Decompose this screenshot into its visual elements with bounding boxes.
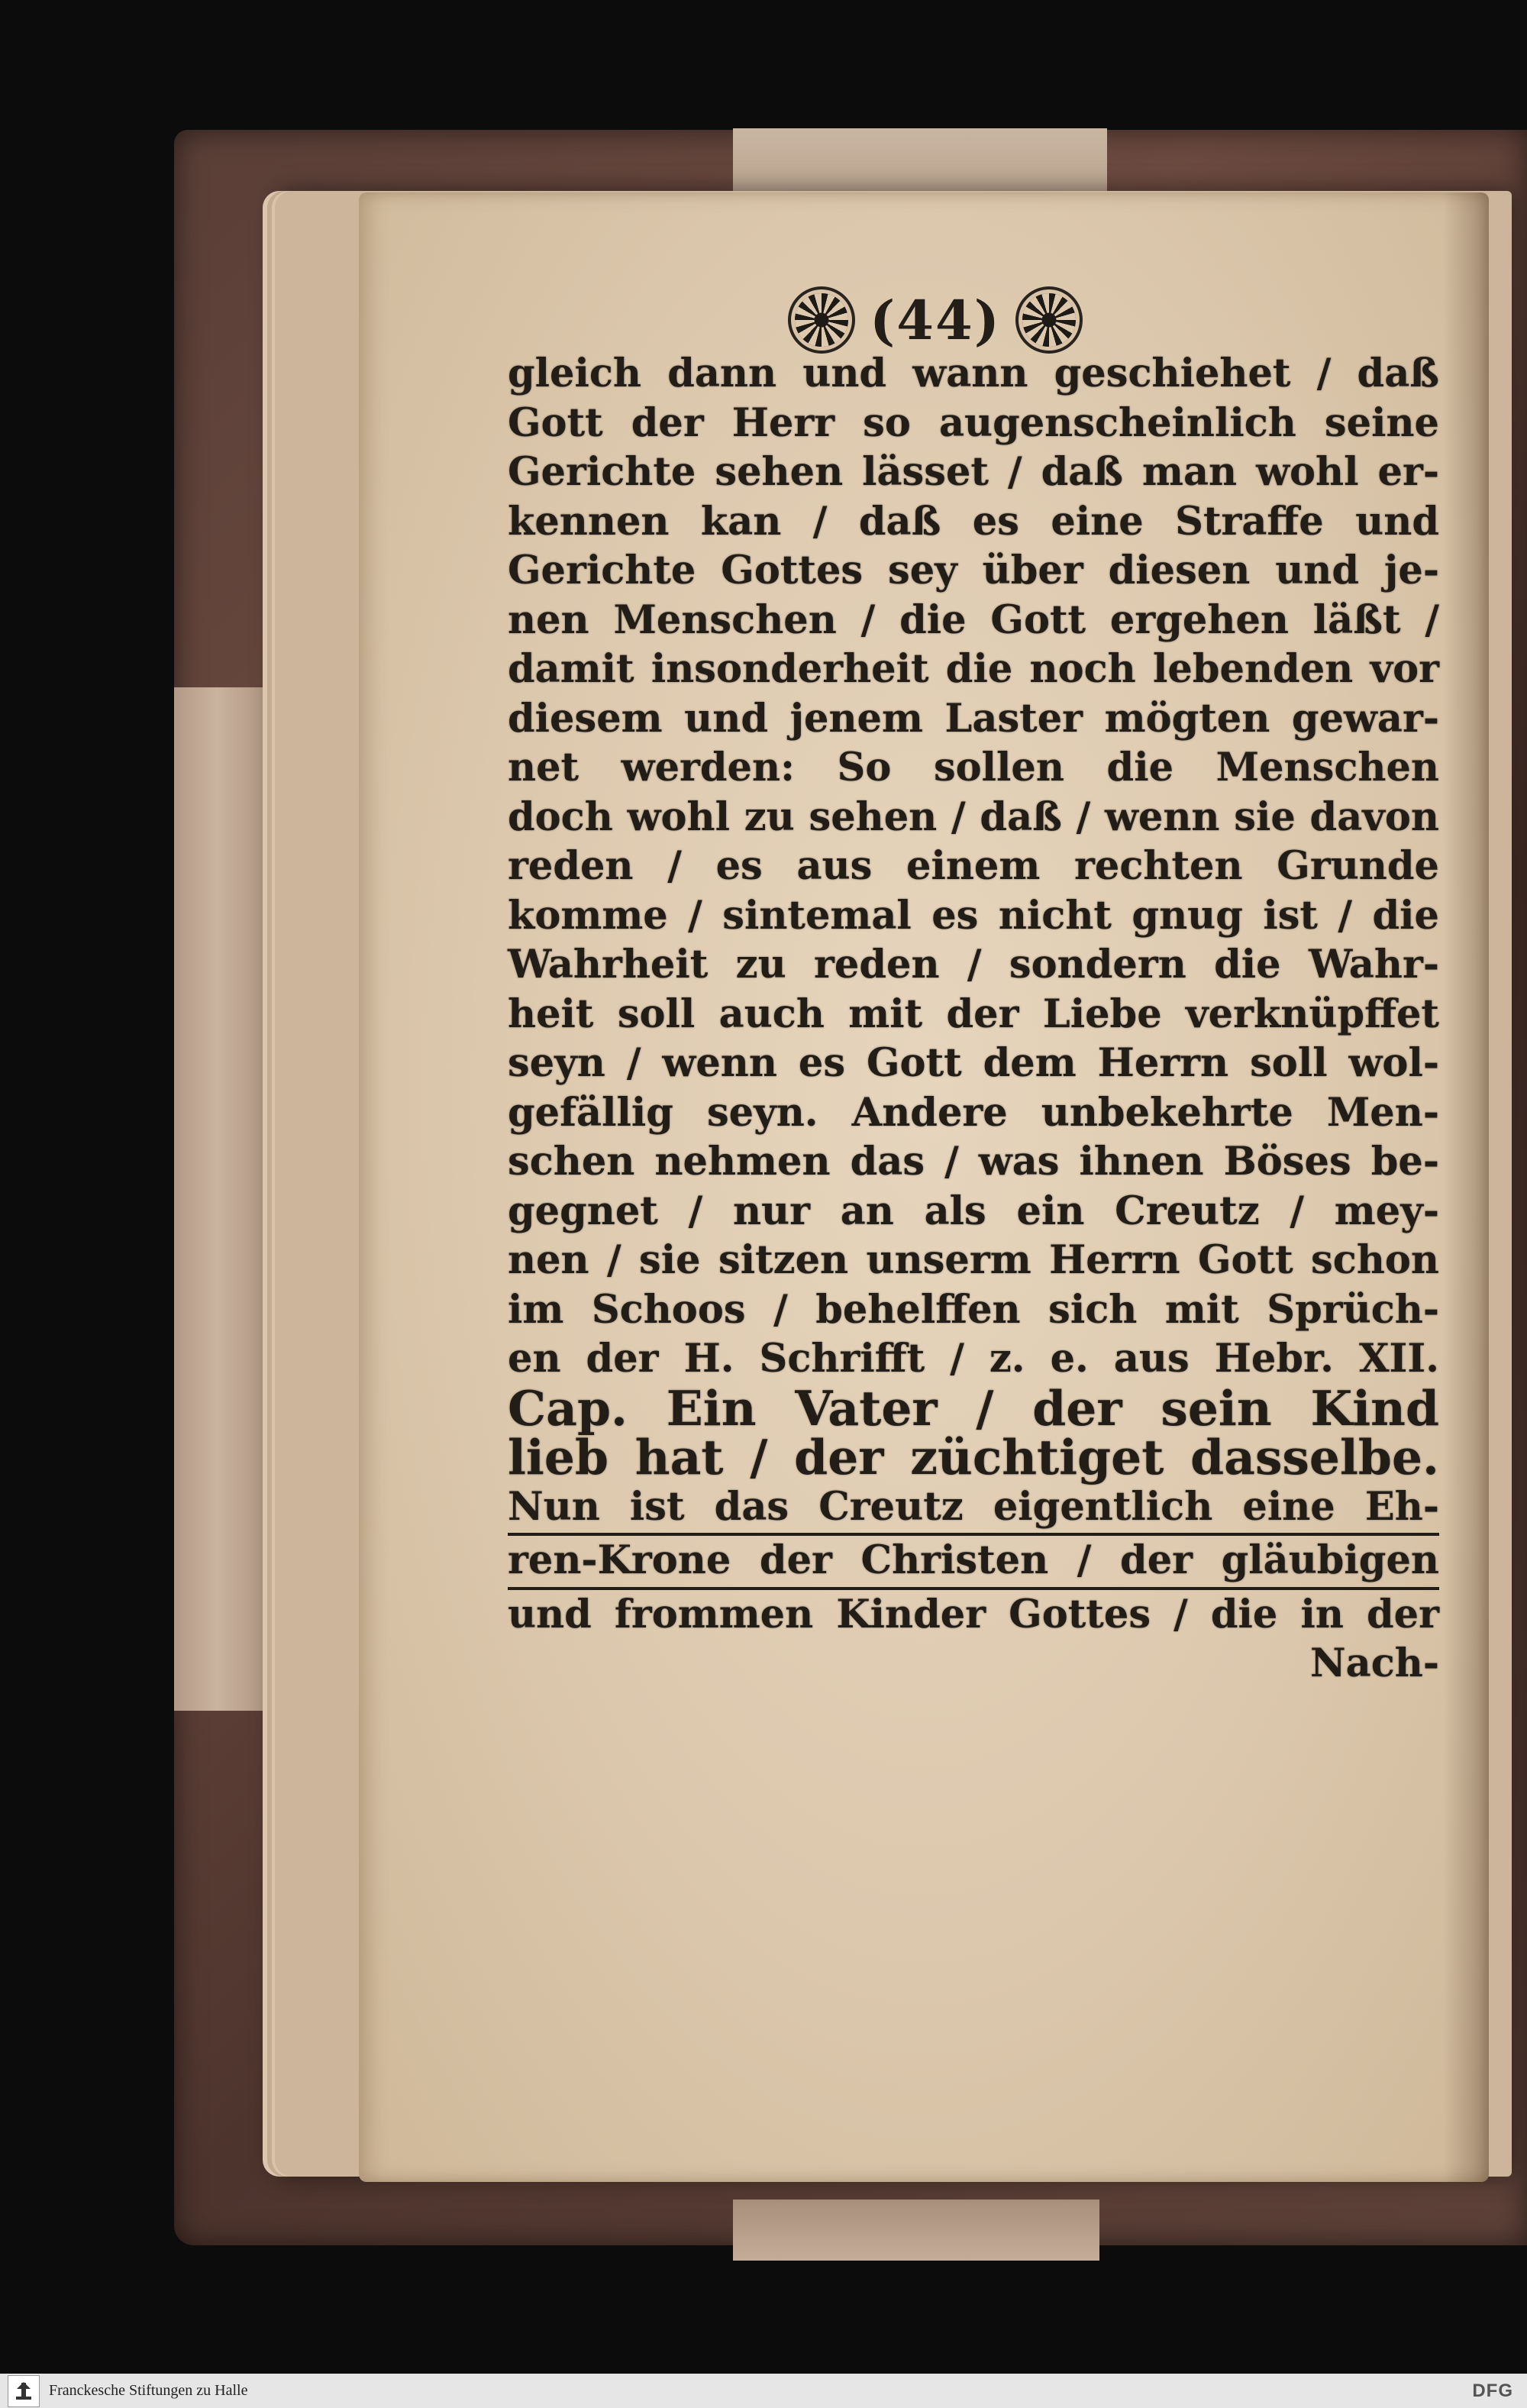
text-line: gefällig seyn. Andere unbekehrte Men- bbox=[508, 1089, 1439, 1136]
institution-logo-icon bbox=[8, 2375, 40, 2407]
page-number: (44) bbox=[870, 288, 1001, 352]
text-line: damit insonderheit die noch lebenden vor bbox=[508, 646, 1439, 692]
text-line: komme / sintemal es nicht gnug ist / die bbox=[508, 892, 1439, 939]
text-line: Cap. Ein Vater / der sein Kind bbox=[508, 1379, 1439, 1437]
page-header bbox=[756, 286, 1115, 354]
text-line: Gott der Herr so augenscheinlich seine bbox=[508, 399, 1439, 446]
text-line: Nach- bbox=[1310, 1640, 1439, 1686]
text-line: gleich dann und wann geschiehet / daß bbox=[508, 351, 1439, 396]
text-line: Wahrheit zu reden / sondern die Wahr- bbox=[508, 942, 1439, 987]
text-line: diesem und jenem Laster mögten gewar- bbox=[508, 695, 1439, 742]
text-line: doch wohl zu sehen / daß / wenn sie davon bbox=[508, 794, 1439, 840]
text-line: seyn / wenn es Gott dem Herrn soll wol- bbox=[508, 1040, 1439, 1086]
text-line: Gerichte sehen lässet / daß man wohl er- bbox=[508, 449, 1439, 495]
text-line: und frommen Kinder Gottes / die in der bbox=[508, 1591, 1439, 1637]
rosette-ornament-icon bbox=[795, 293, 848, 347]
viewer-footer bbox=[0, 2374, 1527, 2408]
institution-name: Franckesche Stiftungen zu Halle bbox=[49, 2382, 248, 2399]
text-line: heit soll auch mit der Liebe verknüpffet bbox=[508, 991, 1439, 1037]
cover-tape-left bbox=[174, 687, 281, 1711]
text-line: nen / sie sitzen unserm Herrn Gott schon bbox=[508, 1237, 1439, 1283]
text-line: net werden: So sollen die Menschen bbox=[508, 745, 1439, 790]
text-line: lieb hat / der züchtiget dasselbe. bbox=[508, 1429, 1439, 1485]
text-line: en der H. Schrifft / z. e. aus Hebr. XII. bbox=[508, 1336, 1439, 1382]
page-gutter bbox=[1443, 192, 1489, 2182]
text-line: kennen kan / daß es eine Straffe und bbox=[508, 498, 1439, 545]
book-page bbox=[359, 192, 1489, 2182]
text-line: nen Menschen / die Gott ergehen läßt / bbox=[508, 596, 1439, 643]
text-line: gegnet / nur an als ein Creutz / mey- bbox=[508, 1188, 1439, 1234]
text-line: Nun ist das Creutz eigentlich eine Eh- bbox=[508, 1482, 1439, 1537]
text-line: ren-Krone der Christen / der gläubigen bbox=[508, 1536, 1439, 1590]
text-line: im Schoos / behelffen sich mit Sprüch- bbox=[508, 1286, 1439, 1333]
page-text bbox=[508, 349, 1439, 1689]
dfg-logo: DFG bbox=[1472, 2380, 1513, 2401]
text-line: Gerichte Gottes sey über diesen und je- bbox=[508, 548, 1439, 593]
rosette-ornament-icon bbox=[1022, 293, 1076, 347]
text-line: reden / es aus einem rechten Grunde bbox=[508, 843, 1439, 889]
text-line: schen nehmen das / was ihnen Böses be- bbox=[508, 1139, 1439, 1185]
cover-tape-bottom bbox=[733, 2200, 1099, 2261]
cover-tape-top bbox=[733, 128, 1107, 199]
